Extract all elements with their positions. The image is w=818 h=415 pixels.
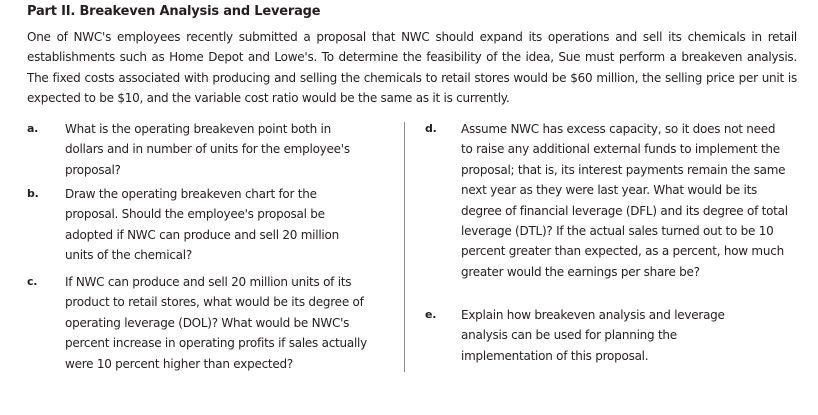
question-letter: a. [27,122,39,135]
section-title: Part II. Breakeven Analysis and Leverage [27,4,321,19]
question-letter: c. [27,275,38,288]
question-text: What is the operating breakeven point both in dollars and in number of units for the employee's proposal? [65,122,350,177]
question-text: If NWC can produce and sell 20 million units of its product to retail stores, what would be its degree of operating leverage (DOL)? What would be NWC's percent increase in operating profits if sales actually were 10 percent higher than expected? [65,275,367,371]
column-divider [404,122,405,372]
question-text: Explain how breakeven analysis and leverage analysis can be used for planning the implementation of this proposal. [461,308,725,363]
intro-paragraph: One of NWC's employees recently submitted a proposal that NWC should expand its operations and sell its chemicals in retail establishments such as Home Depot and Lowe's. To determine the feasibility of the idea, Sue must perform a breakeven analysis. The fixed costs associated with producing and selling the chemicals to retail stores would be $60 million, the selling price per unit is expected to be $10, and the variable cost ratio would be the same as it is currently. [27,30,797,105]
question-letter: b. [27,187,39,200]
question-text: Assume NWC has excess capacity, so it does not need to raise any additional external funds to implement the proposal; that is, its interest payments remain the same next year as they were last year. What would be its degree of financial leverage (DFL) and its degree of total leverage (DTL)? If the actual sales turned out to be 10 percent greater than expected, as a percent, how much greater would the earnings per share be? [461,122,788,279]
question-letter: e. [425,308,437,321]
question-letter: d. [425,122,437,135]
question-text: Draw the operating breakeven chart for the proposal. Should the employee's proposal be adopted if NWC can produce and sell 20 million units of the chemical? [65,187,339,263]
